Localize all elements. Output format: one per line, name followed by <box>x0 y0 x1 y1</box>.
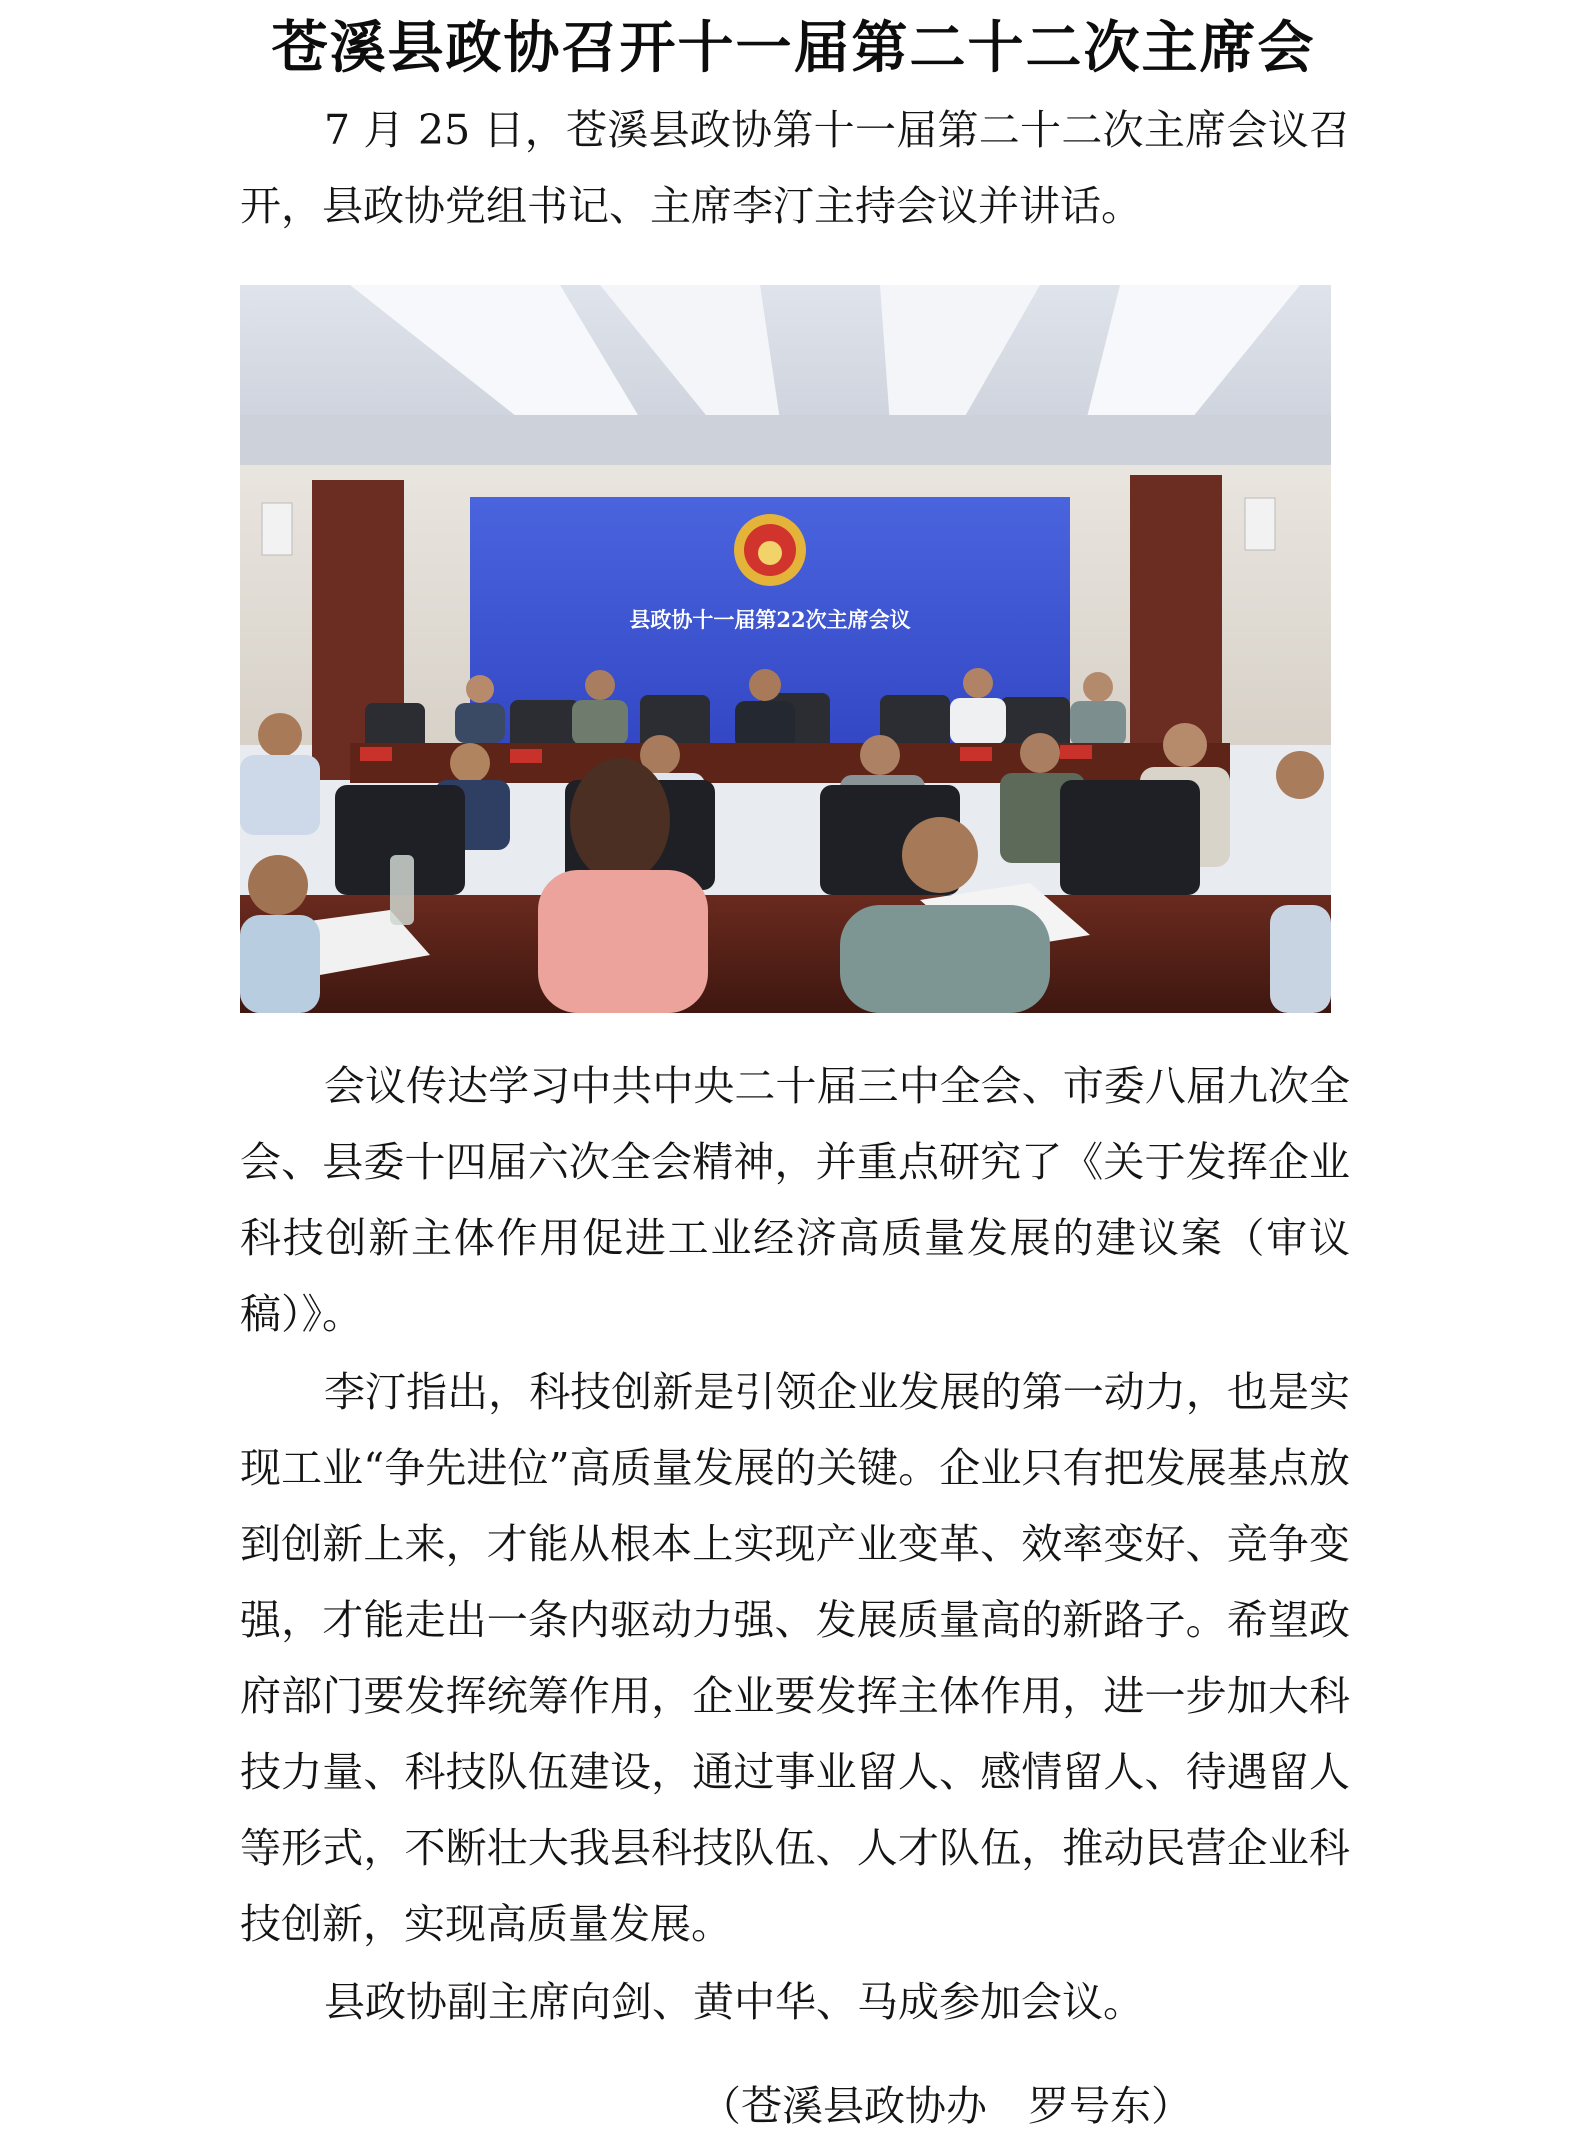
article-title: 苍溪县政协召开十一届第二十二次主席会 <box>271 15 1316 81</box>
paragraph-intro: 7 月 25 日，苍溪县政协第十一届第二十二次主席会议召开，县政协党组书记、主席李汀主持会议并讲话。 <box>240 106 1350 230</box>
byline: （苍溪县政协办 罗号东） <box>700 2082 1192 2130</box>
meeting-photo <box>240 285 1331 1013</box>
screen-caption: 县政协十一届第22次主席会议 <box>629 607 911 632</box>
paragraph-attendees: 县政协副主席向剑、黄中华、马成参加会议。 <box>324 1978 1144 2026</box>
paragraph-agenda: 会议传达学习中共中央二十届三中全会、市委八届九次全会、县委十四届六次全会精神，并重点研究了《关于发挥企业科技创新主体作用促进工业经济高质量发展的建议案（审议稿）》。 <box>240 1062 1350 1338</box>
paragraph-speech: 李汀指出，科技创新是引领企业发展的第一动力，也是实现工业“争先进位”高质量发展的关键。企业只有把发展基点放到创新上来，才能从根本上实现产业变革、效率变好、竞争变强，才能走出一条内驱动力强、发展质量高的新路子。希望政府部门要发挥统筹作用，企业要发挥主体作用，进一步加大科技力量、科技队伍建设，通过事业留人、感情留人、待遇留人等形式，不断壮大我县科技队伍、人才队伍，推动民营企业科技创新，实现高质量发展。 <box>240 1368 1350 1948</box>
cppcc-emblem-icon <box>734 514 806 586</box>
